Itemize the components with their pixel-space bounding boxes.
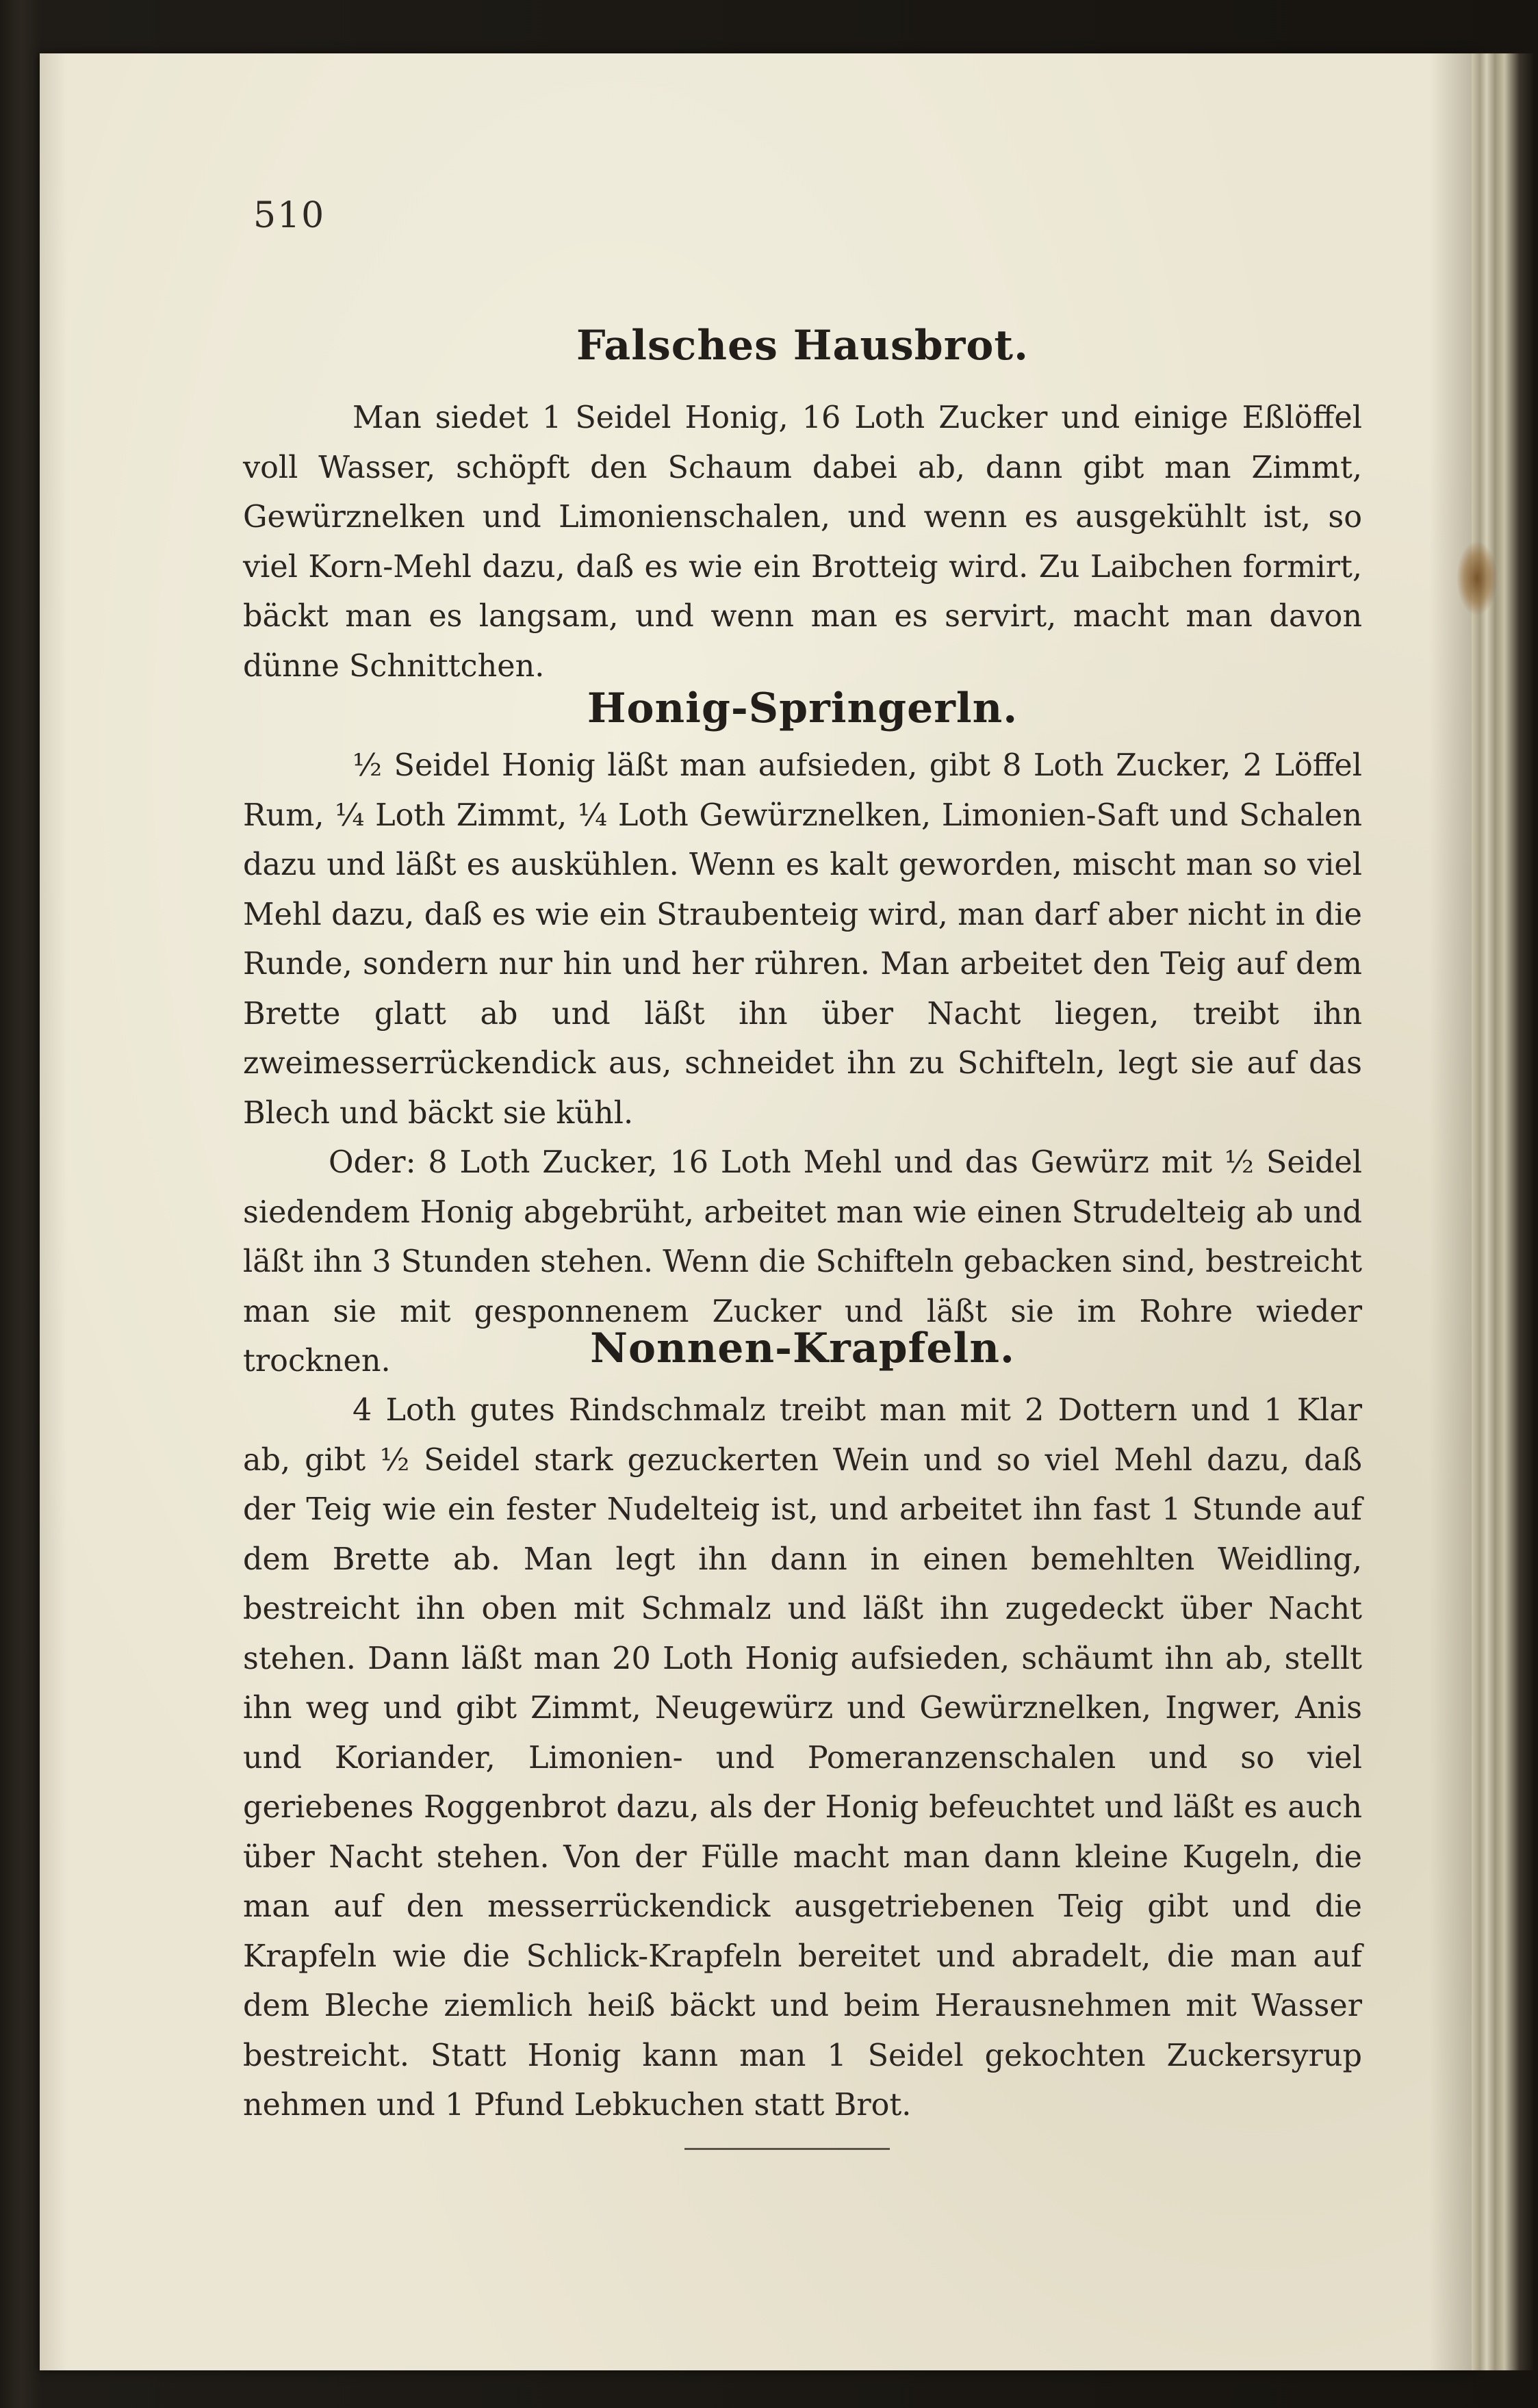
recipe-title-honig-springerln: Honig-Springerln. — [587, 684, 1018, 732]
recipe-paragraph: ½ Seidel Honig läßt man aufsieden, gibt 8 Loth Zucker, 2 Löffel Rum, ¼ Loth Zimmt, ¼ Loth Gewürznelken, Limonien-Saft und Schalen dazu und läßt es auskühlen. Wenn es kalt geworden, mischt man so viel Mehl dazu, daß es wie ein Straubenteig wird, man darf aber nicht in die Runde, sondern nur hin und her rühren. Man arbeitet den Teig auf dem Brette glatt ab und läßt ihn über Nacht liegen, treibt ihn zweimesserrückendick aus, schneidet ihn zu Schifteln, legt sie auf das Blech und bäckt sie kühl. — [243, 748, 1362, 1131]
recipe-body-nonnen-krapfeln — [243, 1386, 1362, 2131]
page-edge — [1472, 53, 1533, 2370]
recipe-title-falsches-hausbrot: Falsches Hausbrot. — [576, 322, 1029, 370]
recipe-paragraph: 4 Loth gutes Rindschmalz treibt man mit 2 Dottern und 1 Klar ab, gibt ½ Seidel stark gezuckerten Wein und so viel Mehl dazu, daß der Teig wie ein fester Nudelteig ist, und arbeitet ihn fast 1 Stunde auf dem Brette ab. Man legt ihn dann in einen bemehlten Weidling, bestreicht ihn oben mit Schmalz und läßt ihn zugedeckt über Nacht stehen. Dann läßt man 20 Loth Honig aufsieden, schäumt ihn ab, stellt ihn weg und gibt Zimmt, Neugewürz und Gewürznelken, Ingwer, Anis und Koriander, Limonien- und Pomeranzenschalen und so viel geriebenes Roggenbrot dazu, als der Honig befeuchtet und läßt es auch über Nacht stehen. Von der Fülle macht man dann kleine Kugeln, die man auf den messerrückendick ausgetriebenen Teig gibt und die Krapfeln wie die Schlick-Krapfeln bereitet und abradelt, die man auf dem Bleche ziemlich heiß bäckt und beim Herausnehmen mit Wasser bestreicht. Statt Honig kann man 1 Seidel gekochten Zuckersyrup nehmen und 1 Pfund Lebkuchen statt Brot. — [243, 1393, 1362, 2123]
section-divider-rule — [684, 2148, 890, 2150]
recipe-title-nonnen-krapfeln: Nonnen-Krapfeln. — [590, 1324, 1015, 1372]
page-number: 510 — [253, 195, 326, 236]
recipe-body-falsches-hausbrot — [243, 394, 1362, 691]
recipe-paragraph: Man siedet 1 Seidel Honig, 16 Loth Zucker und einige Eßlöffel voll Wasser, schöpft den Schaum dabei ab, dann gibt man Zimmt, Gewürznelken und Limonienschalen, und wenn es ausgekühlt ist, so viel Korn-Mehl dazu, daß es wie ein Brotteig wird. Zu Laibchen formirt, bäckt man es langsam, und wenn man es servirt, macht man davon dünne Schnittchen. — [243, 400, 1362, 684]
recipe-paragraph-variant: Oder: 8 Loth Zucker, 16 Loth Mehl und das Gewürz mit ½ Seidel siedendem Honig abgebrüht, arbeitet man wie einen Strudelteig ab und läßt ihn 3 Stunden stehen. Wenn die Schifteln gebacken sind, bestreicht man sie mit gesponnenem Zucker und läßt sie im Rohre wieder trocknen. — [243, 1145, 1362, 1379]
recipe-body-honig-springerln — [243, 741, 1362, 1387]
paper-stain — [1457, 541, 1498, 616]
